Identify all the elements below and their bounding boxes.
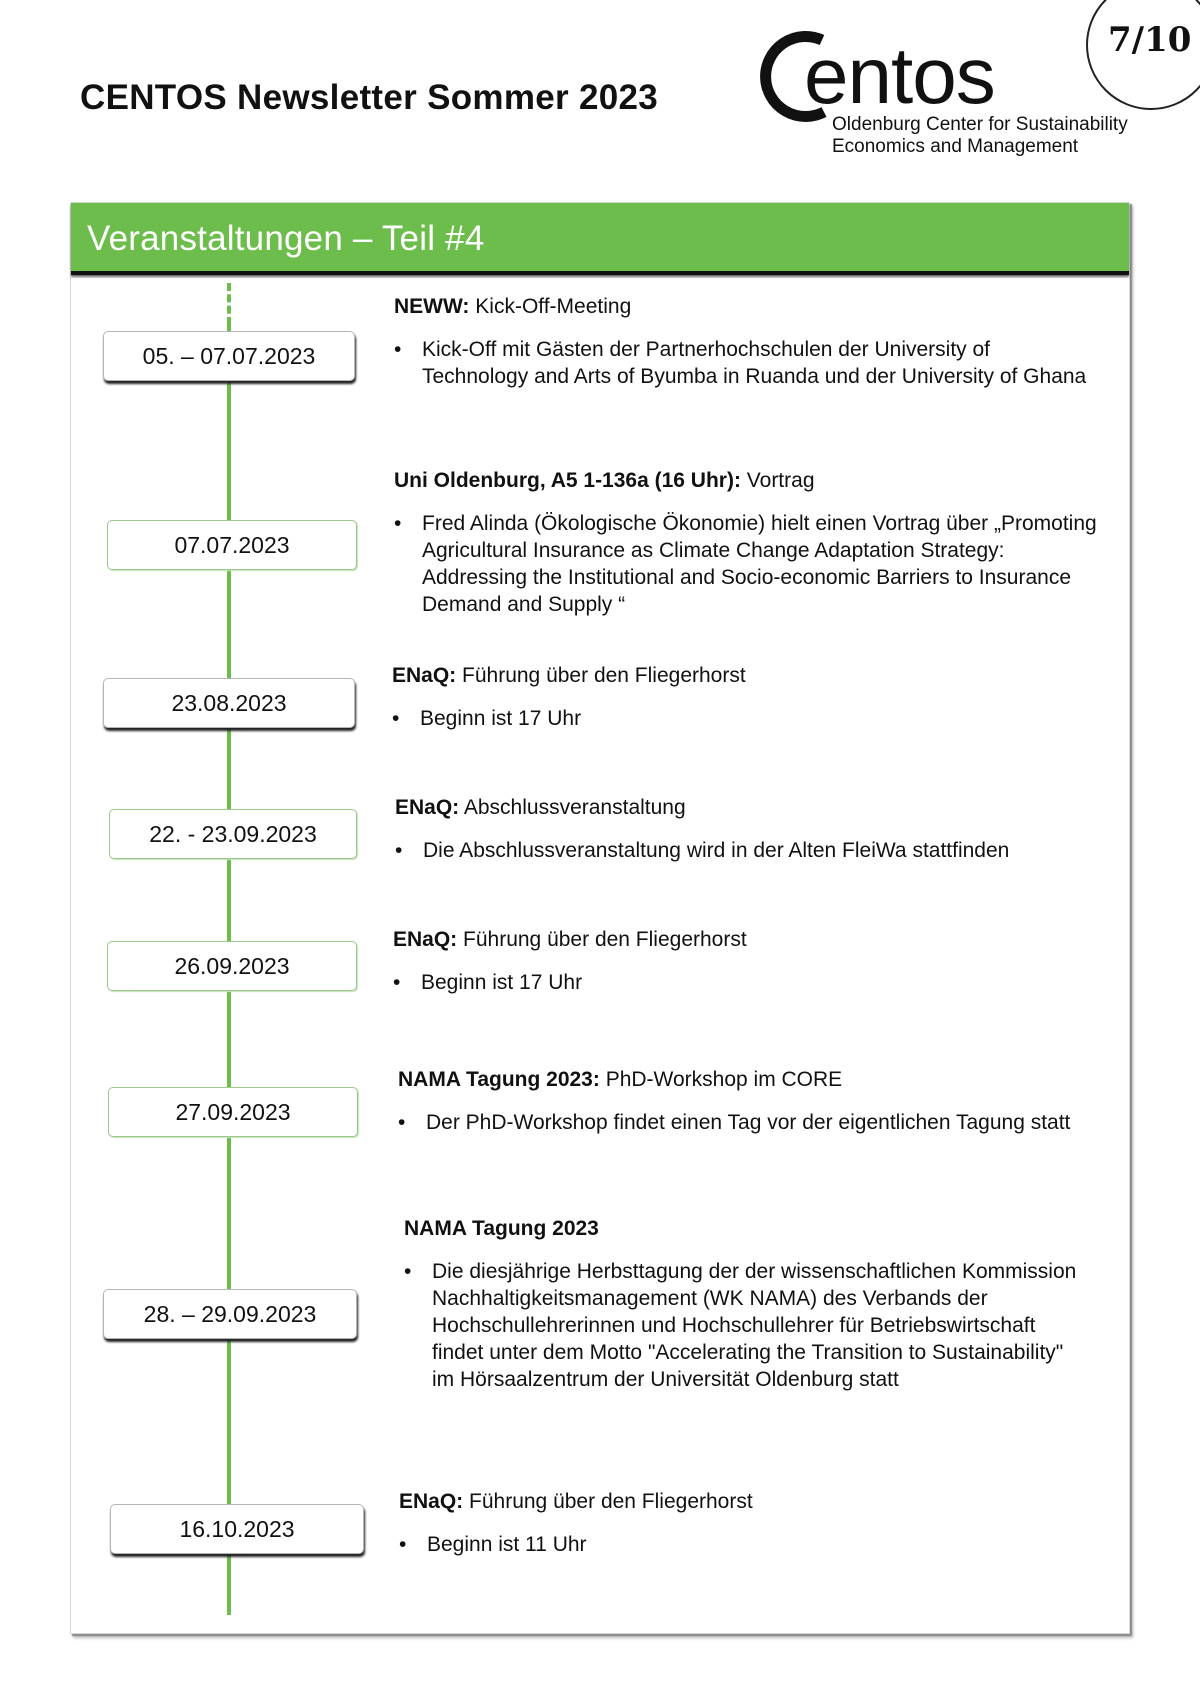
- event-5: [393, 926, 1093, 996]
- event-4: [395, 794, 1095, 864]
- event-heading: ENaQ: Abschlussveranstaltung: [395, 796, 686, 819]
- event-heading: ENaQ: Führung über den Fliegerhorst: [399, 1490, 753, 1513]
- logo-wordmark: entos: [804, 31, 995, 120]
- event-bullet: • Die Abschlussveranstaltung wird in der Alten FleiWa stattfinden: [395, 837, 1095, 864]
- event-date-1: 05. – 07.07.2023: [103, 331, 355, 381]
- logo-subtitle-line-2: Economics and Management: [832, 136, 1079, 157]
- event-date-7: 28. – 29.09.2023: [103, 1289, 357, 1339]
- timeline-dashed-start: [227, 283, 231, 325]
- event-heading: NAMA Tagung 2023: [404, 1217, 599, 1240]
- event-8: [399, 1488, 1099, 1558]
- logo-subtitle: [832, 114, 1128, 158]
- event-heading: Uni Oldenburg, A5 1-136a (16 Uhr): Vortrag: [394, 469, 815, 492]
- event-heading: NEWW: Kick-Off-Meeting: [394, 295, 632, 318]
- event-date-6: 27.09.2023: [108, 1087, 358, 1137]
- event-bullet: • Beginn ist 11 Uhr: [399, 1531, 1099, 1558]
- event-7: [404, 1215, 1084, 1393]
- page-number: 7/10: [1108, 20, 1192, 60]
- event-date-3: 23.08.2023: [103, 678, 355, 728]
- event-heading: ENaQ: Führung über den Fliegerhorst: [392, 664, 746, 687]
- event-date-5: 26.09.2023: [107, 941, 357, 991]
- event-date-8: 16.10.2023: [110, 1504, 364, 1554]
- event-bullet: • Kick-Off mit Gästen der Partnerhochschulen der University of Technology and Arts of Byumba in Ruanda und der University of Ghana: [394, 336, 1094, 390]
- newsletter-title: CENTOS Newsletter Sommer 2023: [80, 78, 659, 117]
- events-card: [70, 202, 1130, 1634]
- event-bullet: • Der PhD-Workshop findet einen Tag vor der eigentlichen Tagung statt: [398, 1109, 1098, 1136]
- section-header: [71, 203, 1129, 275]
- event-bullet: • Beginn ist 17 Uhr: [393, 969, 1093, 996]
- event-bullet: • Beginn ist 17 Uhr: [392, 705, 1092, 732]
- event-bullet: • Fred Alinda (Ökologische Ökonomie) hielt einen Vortrag über „Promoting Agricultural Insurance as Climate Change Adaptation Strategy: Addressing the Institutional and Socio-economic Barriers to Insurance Demand and Supply “: [394, 510, 1104, 618]
- event-heading: NAMA Tagung 2023: PhD-Workshop im CORE: [398, 1068, 843, 1091]
- event-2: [394, 467, 1104, 618]
- event-date-2: 07.07.2023: [107, 520, 357, 570]
- event-date-4: 22. - 23.09.2023: [109, 809, 357, 859]
- event-bullet: • Die diesjährige Herbsttagung der der wissenschaftlichen Kommission Nachhaltigkeitsmanagement (WK NAMA) des Verbands der Hochschullehrerinnen und Hochschullehrer für Betriebswirtschaft findet unter dem Motto "Accelerating the Transition to Sustainability" im Hörsaalzentrum der Universität Oldenburg statt: [404, 1258, 1084, 1393]
- event-heading: ENaQ: Führung über den Fliegerhorst: [393, 928, 747, 951]
- section-title: Veranstaltungen – Teil #4: [87, 219, 485, 258]
- logo-subtitle-line-1: Oldenburg Center for Sustainability: [832, 114, 1128, 135]
- event-6: [398, 1066, 1098, 1136]
- event-3: [392, 662, 1092, 732]
- event-1: [394, 293, 1094, 390]
